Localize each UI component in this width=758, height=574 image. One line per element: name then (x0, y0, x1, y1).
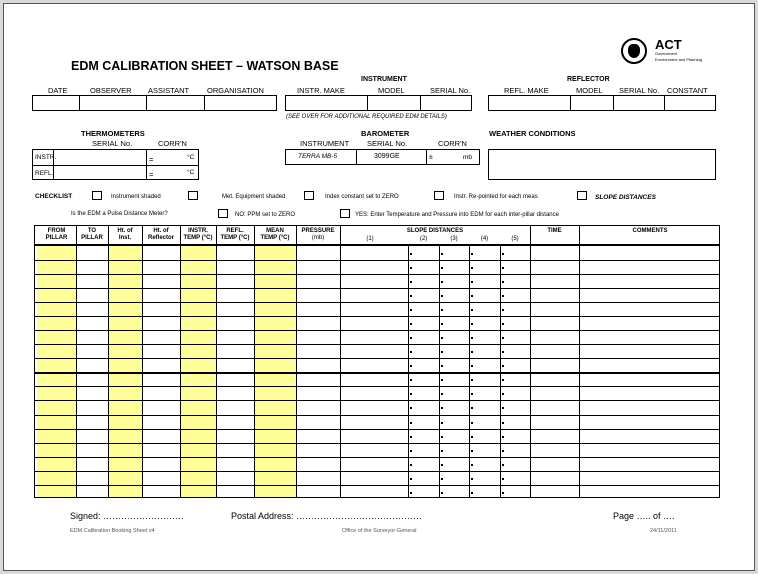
decimal-point-marker (410, 365, 412, 367)
decimal-point-marker (471, 436, 473, 438)
col-to-1: TO (87, 228, 97, 234)
decimal-point-marker (441, 478, 443, 480)
checkbox-instrument-shaded[interactable] (92, 191, 102, 200)
instrument-heading: INSTRUMENT (361, 76, 407, 83)
therm-instr-unit: °C (187, 154, 195, 161)
decimal-point-marker (502, 422, 504, 424)
decimal-point-marker (502, 281, 504, 283)
decimal-point-marker (502, 393, 504, 395)
therm-instr-eq: = (149, 155, 154, 164)
checkbox-slope-distances[interactable] (577, 191, 587, 200)
decimal-point-marker (471, 253, 473, 255)
table-row[interactable] (35, 457, 719, 471)
decimal-point-marker (441, 492, 443, 494)
decimal-point-marker (502, 253, 504, 255)
decimal-point-marker (471, 337, 473, 339)
decimal-point-marker (471, 464, 473, 466)
table-row[interactable] (35, 274, 719, 288)
instrument-fields[interactable] (285, 95, 472, 111)
pulse-question: Is the EDM a Pulse Distance Meter? (71, 211, 168, 217)
decimal-point-marker (410, 436, 412, 438)
weather-field[interactable] (488, 149, 716, 180)
therm-corrn-label: CORR'N (158, 139, 187, 148)
decimal-point-marker (410, 450, 412, 452)
decimal-point-marker (441, 407, 443, 409)
decimal-point-marker (471, 422, 473, 424)
reflector-fields[interactable] (488, 95, 716, 111)
decimal-point-marker (410, 407, 412, 409)
col-from-1: FROM (47, 228, 66, 234)
observer-label: OBSERVER (90, 86, 132, 95)
table-row[interactable] (35, 400, 719, 414)
decimal-point-marker (502, 464, 504, 466)
decimal-point-marker (410, 309, 412, 311)
decimal-point-marker (410, 379, 412, 381)
serial-label: SERIAL No. (430, 86, 471, 95)
decimal-point-marker (471, 309, 473, 311)
decimal-point-marker (471, 407, 473, 409)
table-row[interactable] (35, 386, 719, 400)
checkbox-met-equipment-shaded[interactable] (188, 191, 198, 200)
col-refltemp-1: REFL. (226, 228, 244, 234)
decimal-point-marker (441, 253, 443, 255)
table-row[interactable] (35, 302, 719, 316)
decimal-point-marker (410, 253, 412, 255)
decimal-point-marker (410, 464, 412, 466)
decimal-point-marker (441, 450, 443, 452)
decimal-point-marker (502, 379, 504, 381)
table-row[interactable] (35, 246, 719, 260)
decimal-point-marker (441, 281, 443, 283)
pulse-yes-option: YES: Enter Temperature and Pressure into EDM for each inter-pillar distance (355, 212, 559, 218)
instr-make-label: INSTR. MAKE (297, 86, 345, 95)
decimal-point-marker (441, 379, 443, 381)
see-over-note: (SEE OVER FOR ADDITIONAL REQUIRED EDM DETAILS) (286, 114, 447, 120)
table-row[interactable] (35, 415, 719, 429)
therm-refl-label: REFL. (35, 170, 54, 177)
decimal-point-marker (471, 365, 473, 367)
table-row[interactable] (35, 260, 719, 274)
decimal-point-marker (410, 337, 412, 339)
decimal-point-marker (410, 351, 412, 353)
col-slope-distances: SLOPE DISTANCES (406, 228, 464, 234)
checklist-item-2: Met. Equipment shaded (222, 194, 286, 200)
decimal-point-marker (502, 267, 504, 269)
decimal-point-marker (441, 323, 443, 325)
postal-address-field[interactable]: Postal Address: …………………………………… (231, 511, 423, 521)
act-crest-icon (621, 38, 647, 64)
col-refltemp-2: TEMP (°C) (220, 235, 250, 241)
footer-date: 24/11/2011 (650, 528, 677, 534)
decimal-point-marker (502, 295, 504, 297)
decimal-point-marker (471, 492, 473, 494)
col-meantemp-2: TEMP (°C) (260, 235, 290, 241)
checkbox-index-constant-zero[interactable] (304, 191, 314, 200)
table-row[interactable] (35, 316, 719, 330)
decimal-point-marker (441, 436, 443, 438)
table-row[interactable] (35, 443, 719, 457)
baro-instrument-label: INSTRUMENT (300, 139, 350, 148)
col-htinst-2: Inst. (118, 235, 132, 241)
decimal-point-marker (441, 464, 443, 466)
col-comments: COMMENTS (632, 228, 668, 234)
decimal-point-marker (471, 323, 473, 325)
checklist-item-4: Instr. Re-pointed for each meas (454, 194, 538, 200)
decimal-point-marker (471, 450, 473, 452)
signed-field[interactable]: Signed: ……………………… (70, 511, 185, 521)
decimal-point-marker (441, 351, 443, 353)
table-row[interactable] (35, 485, 719, 498)
baro-serial-label: SERIAL No. (367, 139, 408, 148)
decimal-point-marker (502, 450, 504, 452)
col-htrefl-2: Reflector (147, 235, 174, 241)
decimal-point-marker (441, 309, 443, 311)
model-label: MODEL (378, 86, 405, 95)
refl-make-label: REFL. MAKE (504, 86, 549, 95)
organisation-label: ORGANISATION (207, 86, 264, 95)
col-slope-5: (5) (511, 236, 519, 242)
decimal-point-marker (502, 309, 504, 311)
col-instrtemp-2: TEMP (°C) (183, 235, 213, 241)
baro-plusminus: ± (429, 154, 433, 161)
decimal-point-marker (502, 365, 504, 367)
refl-serial-label: SERIAL No. (619, 86, 660, 95)
col-slope-2: (2) (419, 236, 428, 242)
decimal-point-marker (471, 478, 473, 480)
decimal-point-marker (441, 337, 443, 339)
checkbox-pulse-no[interactable] (218, 209, 228, 218)
decimal-point-marker (502, 323, 504, 325)
therm-serial-label: SERIAL No. (92, 139, 133, 148)
decimal-point-marker (502, 337, 504, 339)
decimal-point-marker (502, 436, 504, 438)
table-row[interactable] (35, 288, 719, 302)
date-label: DATE (48, 86, 68, 95)
baro-serial-value: 3099GE (374, 153, 400, 160)
decimal-point-marker (410, 478, 412, 480)
col-pressure-1: PRESSURE (301, 228, 335, 234)
baro-corrn-label: CORR'N (438, 139, 467, 148)
decimal-point-marker (471, 379, 473, 381)
checklist-item-5: SLOPE DISTANCES (595, 194, 656, 201)
reflector-heading: REFLECTOR (567, 76, 610, 83)
logo-act: ACT (655, 37, 682, 52)
therm-refl-unit: °C (187, 169, 195, 176)
checklist-label: CHECKLIST (35, 193, 73, 200)
decimal-point-marker (441, 393, 443, 395)
thermometers-heading: THERMOMETERS (81, 129, 145, 138)
decimal-point-marker (471, 295, 473, 297)
col-time: TIME (547, 228, 562, 234)
decimal-point-marker (410, 492, 412, 494)
col-pressure-2: (mb) (311, 235, 325, 241)
logo-sub-environment: Environment and Planning (655, 57, 702, 62)
doc-name: EDM Calibration Booking Sheet v4 (70, 528, 155, 534)
barometer-heading: BAROMETER (361, 129, 410, 138)
office-name: Office of the Surveyor-General (342, 528, 417, 534)
decimal-point-marker (441, 267, 443, 269)
checklist-item-3: Index constant set to ZERO (325, 194, 399, 200)
therm-refl-eq: = (149, 170, 154, 179)
table-row[interactable] (35, 344, 719, 358)
therm-instr-label: INSTR. (35, 154, 57, 161)
decimal-point-marker (471, 281, 473, 283)
page-title: EDM CALIBRATION SHEET – WATSON BASE (71, 59, 339, 73)
table-row[interactable] (35, 372, 719, 386)
table-row[interactable] (35, 471, 719, 485)
decimal-point-marker (502, 407, 504, 409)
weather-heading: WEATHER CONDITIONS (489, 129, 576, 138)
decimal-point-marker (471, 267, 473, 269)
decimal-point-marker (410, 323, 412, 325)
assistant-label: ASSISTANT (148, 86, 190, 95)
calibration-sheet (3, 3, 755, 571)
constant-label: CONSTANT (667, 86, 708, 95)
page-count: Page ….. of …. (613, 511, 675, 521)
decimal-point-marker (410, 267, 412, 269)
checkbox-instr-repointed[interactable] (434, 191, 444, 200)
table-row[interactable] (35, 358, 719, 372)
decimal-point-marker (410, 281, 412, 283)
baro-instrument-value: TERRA MB-5 (298, 153, 338, 160)
decimal-point-marker (502, 492, 504, 494)
col-meantemp-1: MEAN (266, 228, 284, 234)
decimal-point-marker (410, 393, 412, 395)
pulse-no-option: NO: PPM set to ZERO (235, 212, 296, 218)
decimal-point-marker (471, 351, 473, 353)
col-slope-1: (1) (366, 236, 374, 242)
baro-unit: mb (463, 154, 473, 161)
decimal-point-marker (441, 295, 443, 297)
table-row[interactable] (35, 330, 719, 344)
col-from-2: PILLAR (45, 235, 68, 241)
decimal-point-marker (502, 478, 504, 480)
checkbox-pulse-yes[interactable] (340, 209, 350, 218)
col-htrefl-1: Ht. of (153, 228, 169, 234)
thermometer-fields[interactable] (32, 149, 199, 180)
decimal-point-marker (410, 422, 412, 424)
decimal-point-marker (471, 393, 473, 395)
measurement-table[interactable] (34, 225, 720, 498)
col-to-2: PILLAR (81, 235, 103, 241)
personnel-fields[interactable] (32, 95, 277, 111)
decimal-point-marker (441, 365, 443, 367)
table-row[interactable] (35, 429, 719, 443)
logo-sub-government: Government (655, 51, 678, 56)
col-slope-4: (4) (480, 236, 489, 242)
decimal-point-marker (502, 351, 504, 353)
col-slope-3: (3) (450, 236, 458, 242)
col-instrtemp-1: INSTR. (188, 228, 208, 234)
decimal-point-marker (441, 422, 443, 424)
checklist-item-1: Instrument shaded (111, 194, 161, 200)
refl-model-label: MODEL (576, 86, 603, 95)
col-htinst-1: Ht. of (117, 228, 133, 234)
decimal-point-marker (410, 295, 412, 297)
